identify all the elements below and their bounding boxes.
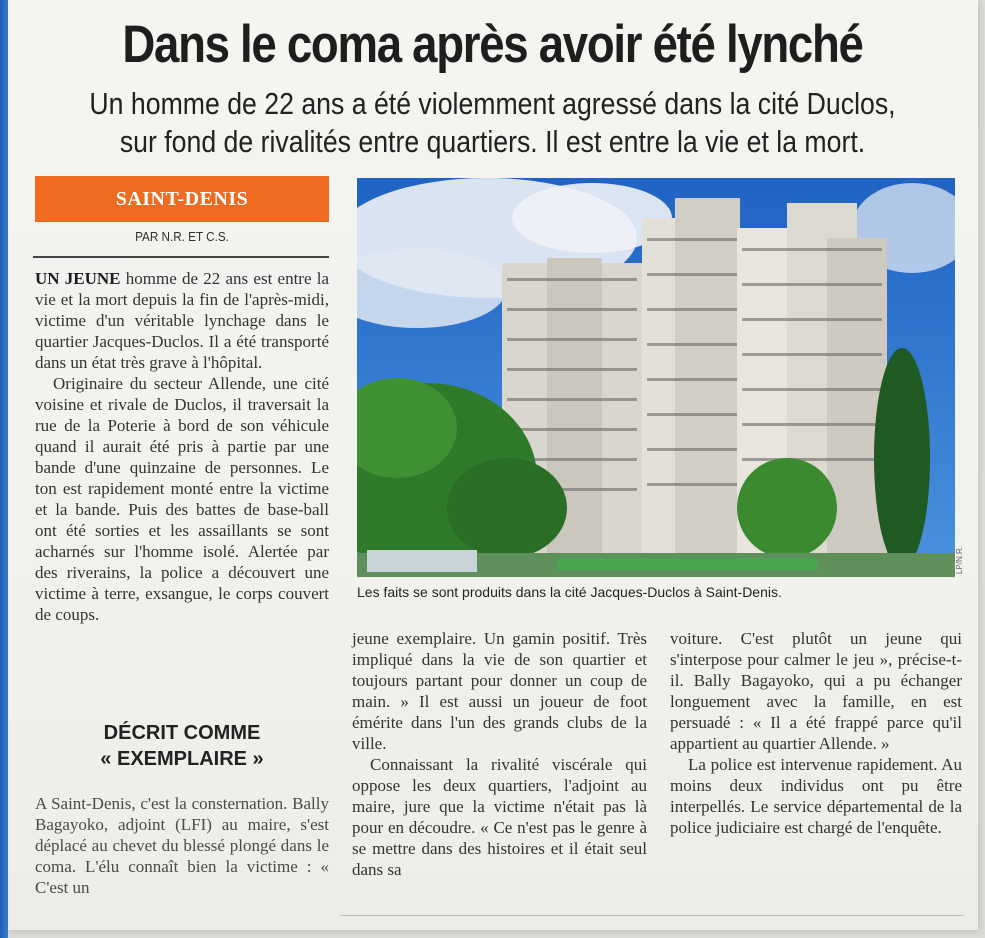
crosshead: DÉCRIT COMME « EXEMPLAIRE » [100, 722, 264, 770]
subheadline [69, 85, 916, 161]
article-column-3 [670, 628, 962, 838]
paragraph-1: UN JEUNE homme de 22 ans est entre la vie et la mort depuis la fin de l'après-midi, victime d'un véritable lynchage dans le quartier Jacques-Duclos. Il a été transporté dans un état très grave à l'hôpital. [35, 269, 329, 372]
paragraph-5: Connaissant la rivalité viscérale qui oppose les deux quartiers, l'adjoint au maire, jure que la victime n'était pas là pour en découdre. « Ce n'est pas le genre à se mettre dans des histoires et il était seul dans sa [352, 755, 647, 879]
paragraph-2: Originaire du secteur Allende, une cité voisine et rivale de Duclos, il traversait la rue de la Poterie à bord de son véhicule quand il aurait été pris à partie par une bande d'une quinzaine de personnes. Le ton est rapidement monté entre la victime et la bande. Puis des battes de base-ball ont été sorties et les assaillants se sont acharnés sur l'homme isolé. Alertée par des riverains, la police a découvert une victime à terre, exsangue, le corps couvert de coups. [35, 374, 329, 624]
article-photo [357, 178, 955, 577]
paragraph-4: jeune exemplaire. Un gamin positif. Très impliqué dans la vie de son quartier et toujours partant pour donner un coup de main. » Il est aussi un joueur de foot émérite dans l'un des grands clubs de la ville. [352, 629, 647, 753]
lead-word: UN JEUNE [35, 269, 121, 288]
article-column-2 [352, 628, 647, 880]
headline: Dans le coma après avoir été lynché [122, 15, 863, 74]
subhead-line-1: Un homme de 22 ans a été violemment agressé dans la cité Duclos, [89, 86, 896, 121]
photo-credit: LP/N.R. [955, 545, 964, 574]
byline-rule [33, 256, 329, 258]
page-edge [0, 0, 8, 938]
section-banner: SAINT-DENIS [35, 176, 329, 222]
paragraph-6: voiture. C'est plutôt un jeune qui s'interpose pour calmer le jeu », précise-t-il. Bally Bagayoko, qui a pu échanger longuement avec la famille, en est persuadé : « Il a été frappé parce qu'il appartient au quartier Allende. » [670, 629, 962, 753]
subhead-line-2: sur fond de rivalités entre quartiers. Il est entre la vie et la mort. [119, 124, 866, 159]
paragraph-3: A Saint-Denis, c'est la consternation. Bally Bagayoko, adjoint (LFI) au maire, s'est déplacé au chevet du blessé plongé dans le coma. L'élu connaît bien la victime : « C'est un [35, 794, 329, 897]
article-column-1 [35, 268, 329, 625]
article-column-1-bottom [35, 793, 329, 898]
tower-blocks-image [357, 178, 955, 577]
photo-caption: Les faits se sont produits dans la cité Jacques-Duclos à Saint-Denis. [357, 584, 782, 600]
byline: PAR N.R. ET C.S. [135, 229, 229, 244]
bottom-rule [340, 915, 964, 916]
paragraph-7: La police est intervenue rapidement. Au moins deux individus ont pu être interpellés. Le service départemental de la police judiciaire est chargé de l'enquête. [670, 755, 962, 837]
